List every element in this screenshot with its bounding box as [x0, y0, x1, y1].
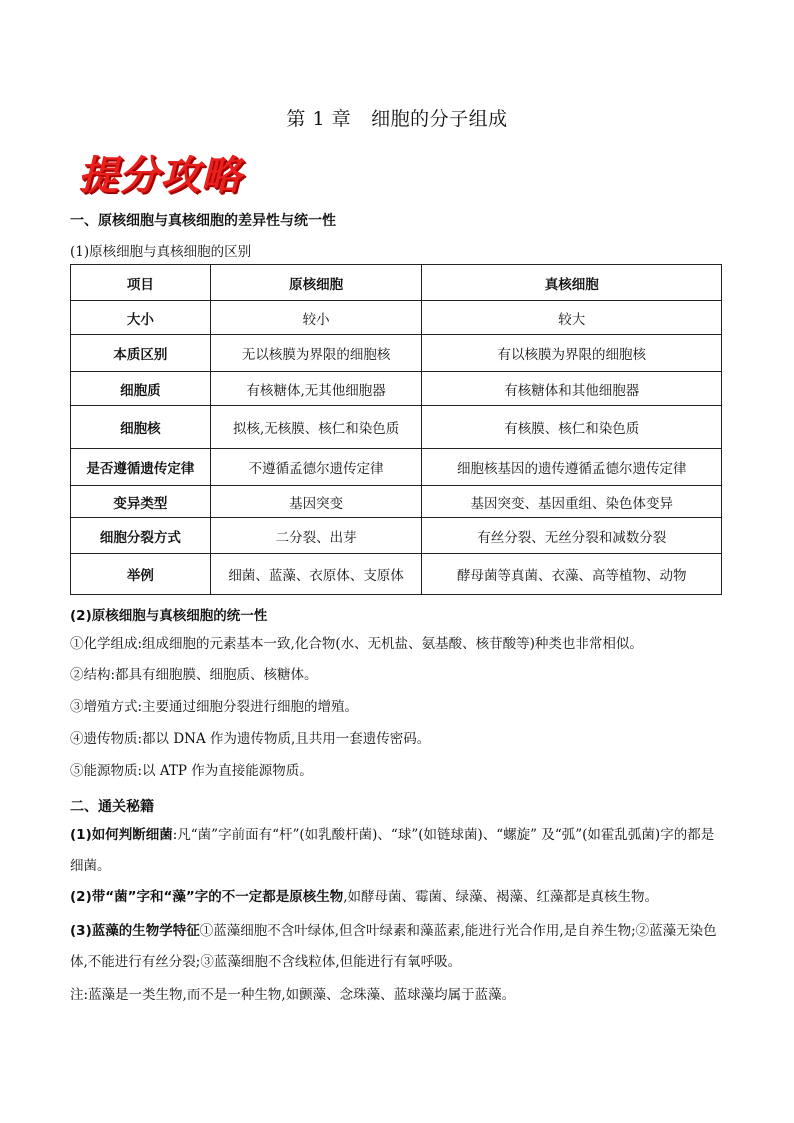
- unity-point: ④遗传物质:都以 DNA 作为遗传物质,且共用一套遗传密码。: [70, 731, 431, 747]
- cell-prokaryote: 拟核,无核膜、核仁和染色质: [210, 406, 422, 449]
- cell-eukaryote: 有核糖体和其他细胞器: [422, 372, 722, 406]
- banner-text: 提分攻略: [78, 153, 242, 199]
- table-row: [71, 372, 722, 406]
- row-label: 细胞分裂方式: [71, 518, 211, 554]
- chapter-name: 细胞的分子组成: [371, 108, 508, 130]
- table-row: [71, 518, 722, 554]
- cell-eukaryote: 较大: [422, 301, 722, 335]
- cell-prokaryote: 有核糖体,无其他细胞器: [210, 372, 422, 406]
- table-row: [71, 449, 722, 486]
- tip-label: (1)如何判断细菌: [70, 827, 173, 843]
- header-item: 项目: [71, 265, 211, 301]
- comparison-table: [70, 264, 722, 595]
- tip-item: [70, 882, 726, 913]
- tip-text: :凡“菌”字前面有“杆”(如乳酸杆菌)、“球”(如链球菌)、“螺旋” 及“弧”(如霍乱弧菌)字的都是细菌。: [70, 827, 715, 874]
- header-prokaryote: 原核细胞: [210, 265, 422, 301]
- cell-prokaryote: 较小: [210, 301, 422, 335]
- tip-label: (2)带“菌”字和“藻”字的不一定都是原核生物: [70, 889, 344, 905]
- row-label: 变异类型: [71, 486, 211, 518]
- table-header-row: [71, 265, 722, 301]
- unity-point: ②结构:都具有细胞膜、细胞质、核糖体。: [70, 667, 318, 683]
- tip-text: ,如酵母菌、霉菌、绿藻、褐藻、红藻都是真核生物。: [343, 889, 659, 905]
- cell-prokaryote: 无以核膜为界限的细胞核: [210, 335, 422, 372]
- note: 注:蓝藻是一类生物,而不是一种生物,如颤藻、念珠藻、蓝球藻均属于蓝藻。: [70, 987, 516, 1003]
- tip-text: ①蓝藻细胞不含叶绿体,但含叶绿素和藻蓝素,能进行光合作用,是自养生物;②蓝藻无染色体,不能进行有丝分裂;③蓝藻细胞不含线粒体,但能进行有氧呼吸。: [70, 923, 717, 970]
- cell-prokaryote: 细菌、蓝藻、衣原体、支原体: [210, 554, 422, 595]
- tip-item: [70, 916, 726, 978]
- unity-point: ①化学组成:组成细胞的元素基本一致,化合物(水、无机盐、氨基酸、核苷酸等)种类也非常相似。: [70, 636, 643, 652]
- unity-point: ⑤能源物质:以 ATP 作为直接能源物质。: [70, 763, 313, 779]
- cell-prokaryote: 基因突变: [210, 486, 422, 518]
- row-label: 细胞质: [71, 372, 211, 406]
- table-row: [71, 486, 722, 518]
- unity-point: ③增殖方式:主要通过细胞分裂进行细胞的增殖。: [70, 699, 359, 715]
- table-row: [71, 301, 722, 335]
- table-row: [71, 406, 722, 449]
- tip-item: [70, 820, 726, 882]
- tip-label: (3)蓝藻的生物学特征: [70, 923, 200, 939]
- section1-sub1: (1)原核细胞与真核细胞的区别: [70, 244, 252, 260]
- row-label: 本质区别: [71, 335, 211, 372]
- row-label: 举例: [71, 554, 211, 595]
- cell-eukaryote: 基因突变、基因重组、染色体变异: [422, 486, 722, 518]
- table-row: [71, 335, 722, 372]
- table-row: [71, 554, 722, 595]
- cell-eukaryote: 有丝分裂、无丝分裂和减数分裂: [422, 518, 722, 554]
- row-label: 大小: [71, 301, 211, 335]
- cell-prokaryote: 二分裂、出芽: [210, 518, 422, 554]
- cell-eukaryote: 有核膜、核仁和染色质: [422, 406, 722, 449]
- chapter-number: 第 1 章: [286, 108, 352, 130]
- cell-prokaryote: 不遵循孟德尔遗传定律: [210, 449, 422, 486]
- section2-heading: 二、通关秘籍: [70, 799, 154, 815]
- section1-heading: 一、原核细胞与真核细胞的差异性与统一性: [70, 213, 336, 229]
- section1-sub2: (2)原核细胞与真核细胞的统一性: [70, 608, 268, 624]
- header-eukaryote: 真核细胞: [422, 265, 722, 301]
- chapter-title: [0, 104, 794, 131]
- cell-eukaryote: 有以核膜为界限的细胞核: [422, 335, 722, 372]
- row-label: 是否遵循遗传定律: [71, 449, 211, 486]
- cell-eukaryote: 细胞核基因的遗传遵循孟德尔遗传定律: [422, 449, 722, 486]
- banner-logo: [78, 144, 242, 201]
- cell-eukaryote: 酵母菌等真菌、衣藻、高等植物、动物: [422, 554, 722, 595]
- row-label: 细胞核: [71, 406, 211, 449]
